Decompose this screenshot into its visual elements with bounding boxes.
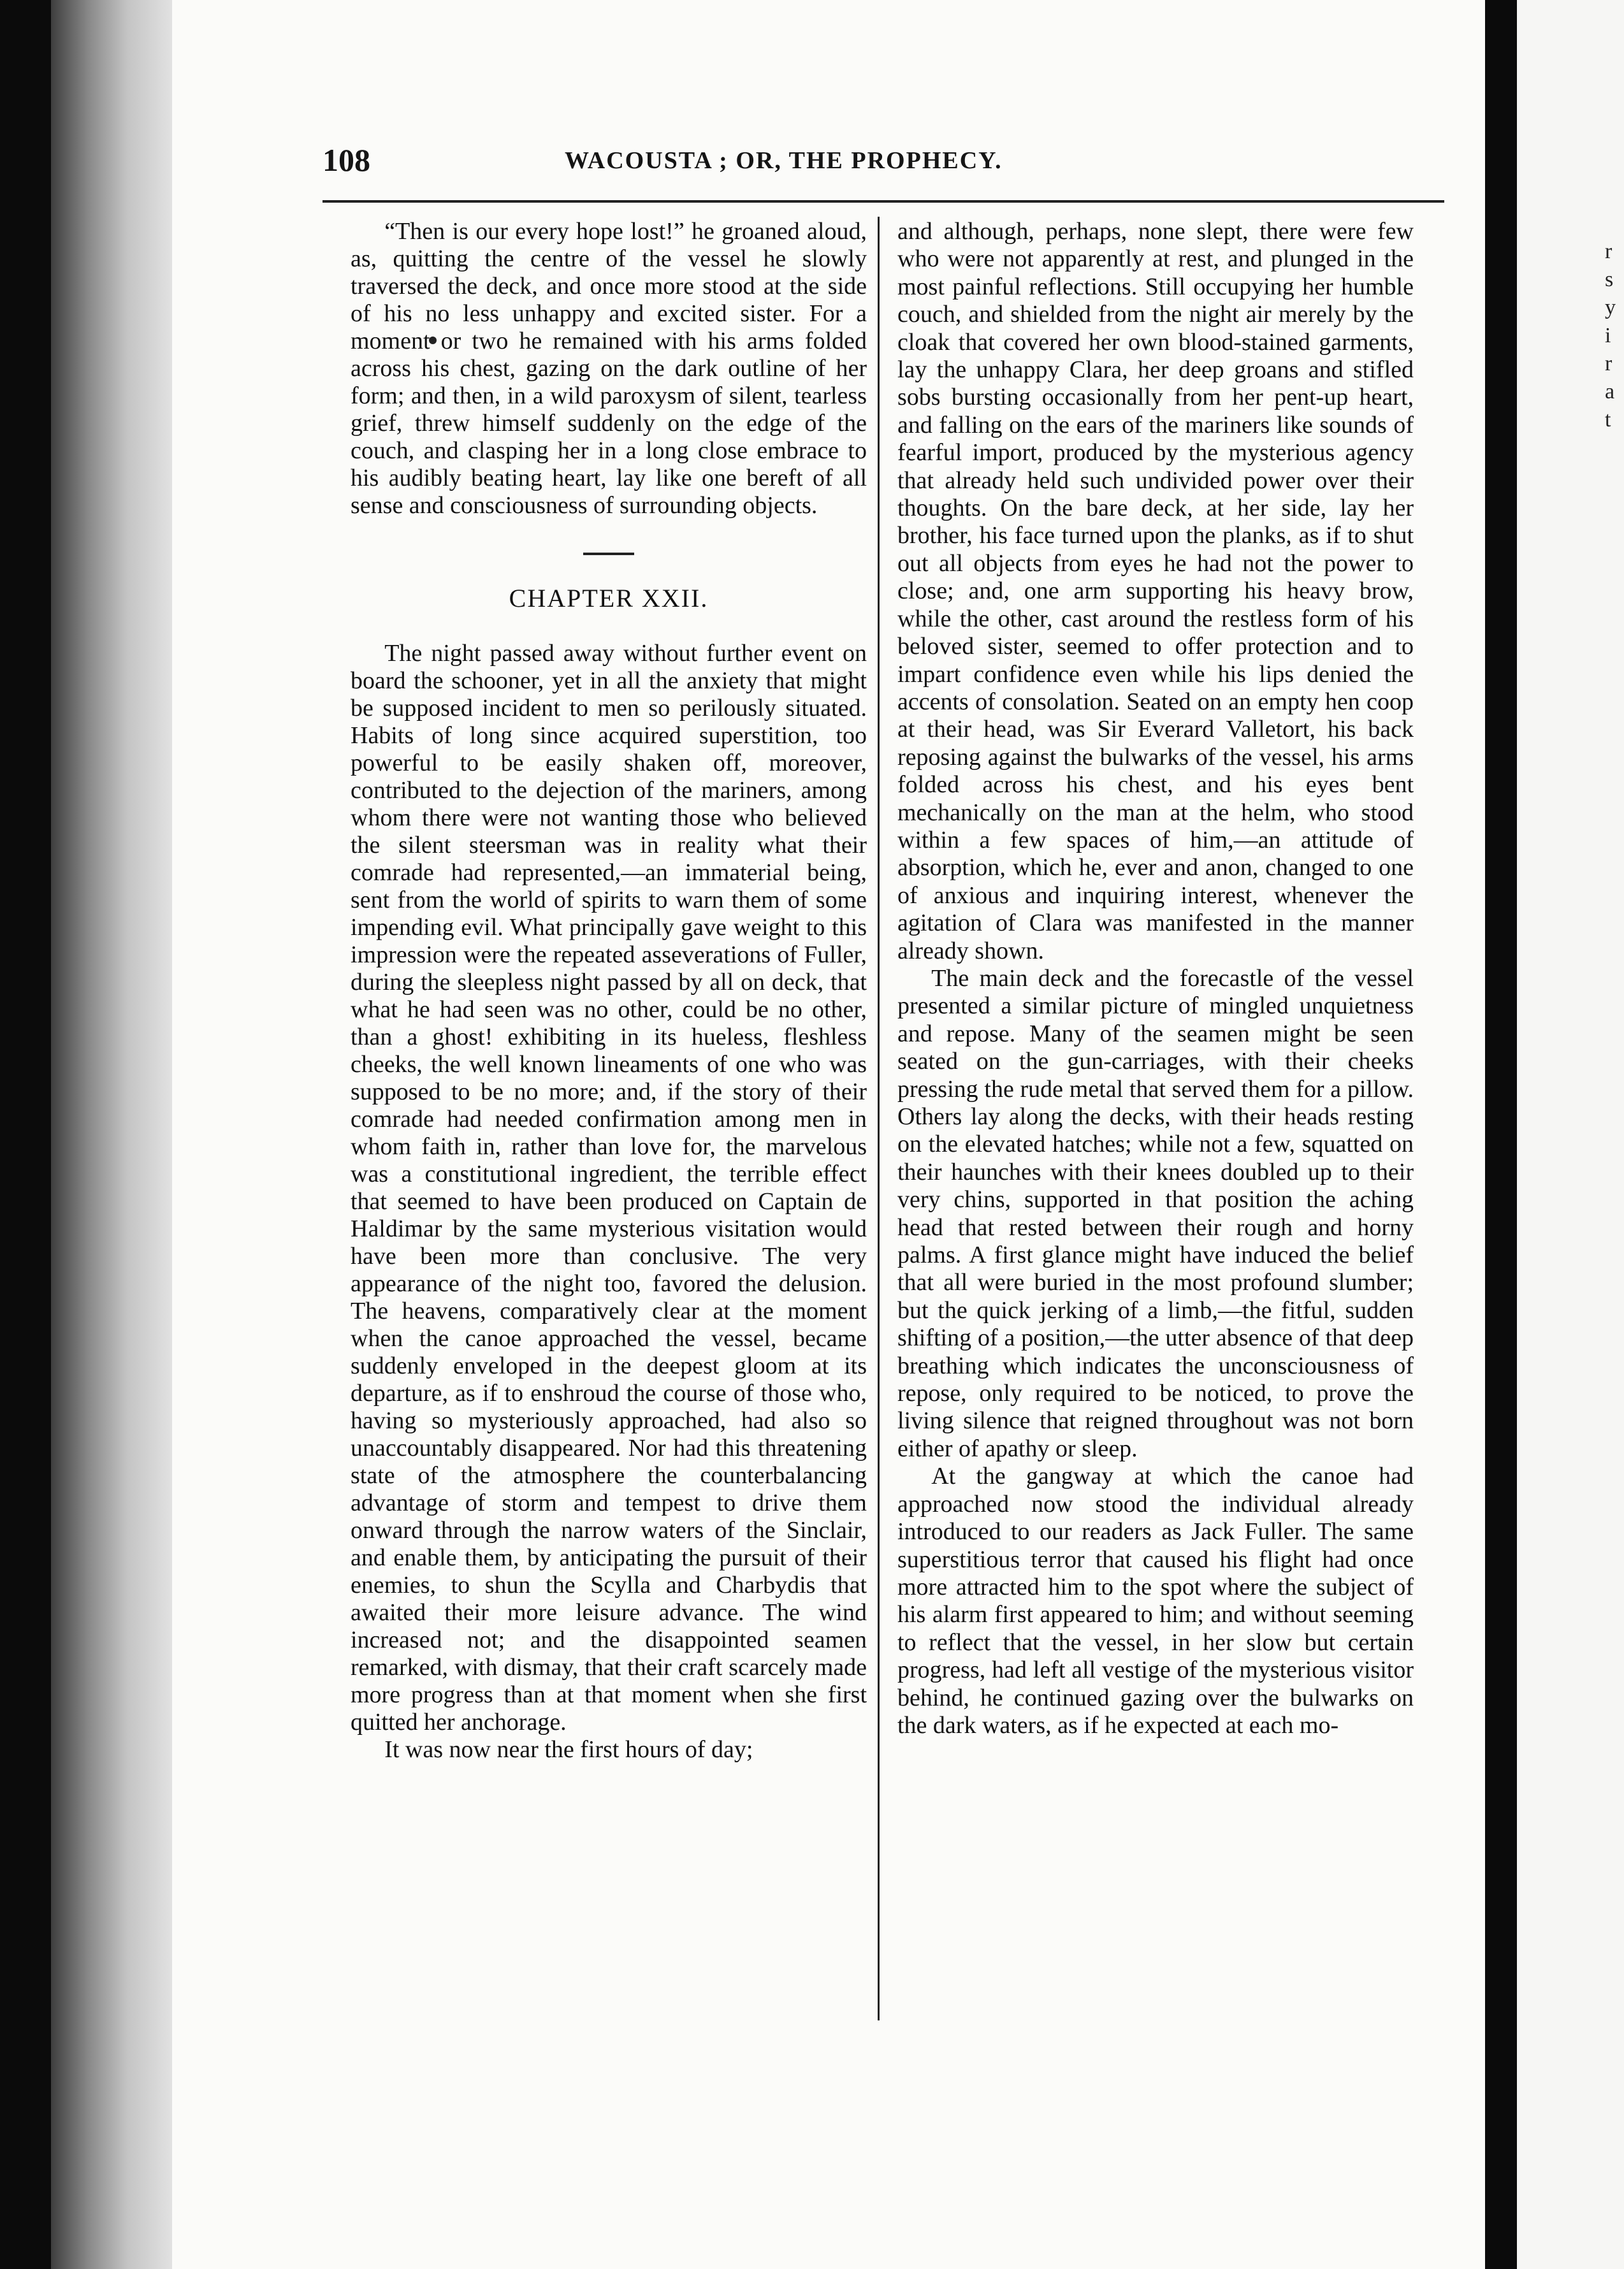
paragraph-3-start: It was now near the first hours of day; [384,1736,753,1763]
column-divider [878,217,880,2020]
header-rule [323,200,1444,203]
edge-letter: y [1605,296,1616,319]
paragraph-1: “Then is our every hope lost!” he groaned aloud, as, quitting the centre of the vessel he slowly traversed the deck, and once more stood at the side of his no less unhappy and excited sister. For a moment or two he remained with his arms folded across his chest, gazing on the dark outline of her form; and then, in a wild paroxysm of silent, tearless grief, threw himself suddenly on the edge of the couch, and clasping her in a long close embrace to his audibly beating heart, lay like one bereft of all sense and consciousness of surrounding objects. [351,218,867,519]
paragraph-5: At the gangway at which the canoe had approached now stood the individual already introduced to our readers as Jack Fuller. The same superstitious terror that caused his flight had once more attracted him to the spot where the subject of his alarm first appeared to him; and without seeming to reflect that the vessel, in her slow but certain progress, had left all vestige of the mysterious visitor behind, he continued gazing over the bulwarks on the dark waters, as if he expected at each mo- [897,1463,1414,1739]
edge-letter: r [1605,240,1613,263]
chapter-heading: CHAPTER XXII. [509,584,709,613]
edge-letter: a [1605,380,1615,403]
paragraph-3-continued: and although, perhaps, none slept, there were few who were not apparently at rest, and plunged in the most painful reflections. Still occupying her humble couch, and shielded from the night air merely by the cloak that covered her own blood-stained garments, lay the unhappy Clara, her deep groans and stifled sobs bursting occasionally from her pent-up heart, and falling on the ears of the mariners like sounds of fearful import, produced by the mysterious agency that already held such undivided power over their thoughts. On the bare deck, at her side, lay her brother, his face turned upon the planks, as if to shut out all objects from eyes he had not the power to close; and, one arm supporting his heavy brow, while the other, cast around the restless form of his beloved sister, seemed to offer protection and to impart confidence even while his lips denied the accents of consolation. Seated on an empty hen coop at their head, was Sir Everard Valletort, his back reposing against the bulwarks of the vessel, his arms folded across his chest, and his eyes bent mechanically on the man at the helm, who stood within a few spaces of him,—an attitude of absorption, which he, ever and anon, changed to one of anxious and inquiring interest, whenever the agitation of Clara was manifested in the manner already shown. [897,218,1414,964]
edge-letter: t [1605,408,1611,431]
page-number: 108 [323,142,370,178]
book-page [172,0,1485,2269]
running-head [323,141,1444,180]
book-binding-edge [51,0,178,2269]
edge-letter: i [1605,324,1611,347]
edge-letter: s [1605,268,1614,291]
paragraph-2: The night passed away without further event on board the schooner, yet in all the anxiety that might be supposed incident to men so perilously situated. Habits of long since acquired superstition, too powerful to be easily shaken off, moreover, contributed to the dejection of the mariners, among whom there were not wanting those who believed the silent steersman was in reality what their comrade had represented,—an immaterial being, sent from the world of spirits to warn them of some impending evil. What principally gave weight to this impression were the repeated asseverations of Fuller, during the sleepless night passed by all on deck, that what he had seen was no other, could be no other, than a ghost! exhibiting in its hueless, fleshless cheeks, the well known lineaments of one who was supposed to be no more; and, if the story of their comrade had needed confirmation among men in whom faith in, rather than love for, the marvelous was a constitutional ingredient, the terrible effect that seemed to have been produced on Captain de Haldimar by the same mysterious visitation would have been more than conclusive. The very appearance of the night too, favored the delusion. The heavens, comparatively clear at the moment when the canoe approached the vessel, became suddenly enveloped in the deepest gloom at its departure, as if to enshroud the course of those who, having so mysteriously approached, had also so unaccountably disappeared. Nor had this threatening state of the atmosphere the counterbalancing advantage of storm and tempest to drive them onward through the narrow waters of the Sinclair, and enable them, by anticipating the pursuit of their enemies, to shun the Scylla and Charbydis that awaited their more leisure advance. The wind increased not; and the disappointed seamen remarked, with dismay, that their craft scarcely made more progress than at that moment when she first quitted her anchorage. [351,640,867,1736]
paragraph-4: The main deck and the forecastle of the vessel presented a similar picture of mingled unquietness and repose. Many of the seamen might be seen seated on the gun-carriages, with their cheeks pressing the rude metal that served them for a pillow. Others lay along the decks, with their heads resting on the elevated hatches; while not a few, squatted on their haunches with their knees doubled up to their very chins, supported in that position the aching head that rested between their rough and horny palms. A first glance might have induced the belief that all were buried in the most profound slumber; but the quick jerking of a limb,—the fitful, sudden shifting of a position,—the utter absence of that deep breathing which indicates the unconsciousness of repose, only required to be noticed, to prove the living silence that reigned throughout was not born either of apathy or sleep. [897,964,1414,1462]
right-column [897,218,1414,2187]
edge-letter: r [1605,352,1613,375]
chapter-rule [583,553,634,555]
running-title: WACOUSTA ; OR, THE PROPHECY. [565,147,1003,174]
next-page-edge [1517,0,1624,2269]
left-column [351,218,867,2187]
